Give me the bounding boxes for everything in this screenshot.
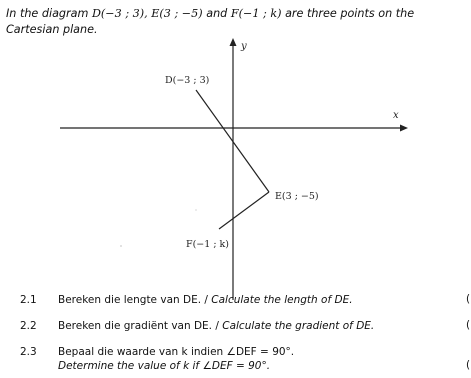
x-axis-arrow-icon xyxy=(400,125,408,132)
scan-speck xyxy=(120,245,121,246)
intro-and: and xyxy=(206,7,228,20)
intro-points: D(−3 ; 3), E(3 ; −5) xyxy=(91,7,203,20)
point-f-label: F(−1 ; k) xyxy=(186,239,230,250)
question-text-af: Bereken die gradiënt van DE. / xyxy=(58,320,219,332)
question-text-en: Calculate the gradient of DE. xyxy=(222,320,375,332)
intro-suffix: are three points on the Cartesian plane. xyxy=(6,7,415,36)
y-axis-label: y xyxy=(241,41,247,52)
segment-ef xyxy=(219,192,269,229)
y-axis-arrow-icon xyxy=(230,38,237,46)
question-text xyxy=(58,345,471,373)
scan-speck xyxy=(195,209,196,210)
point-e-label: E(3 ; −5) xyxy=(275,191,319,202)
marks-bracket: ( xyxy=(466,359,471,371)
question-text-en: Determine the value of k if ∠DEF = 90°. xyxy=(58,360,271,372)
question-text-en: Calculate the length of DE. xyxy=(211,294,353,306)
question-number: 2.3 xyxy=(20,346,37,358)
x-axis-label: x xyxy=(393,110,399,121)
intro-point-f: F(−1 ; k) xyxy=(230,7,282,20)
question-text xyxy=(58,319,471,333)
point-d-label: D(−3 ; 3) xyxy=(165,75,210,86)
marks-bracket: ( xyxy=(466,319,471,331)
question-text xyxy=(58,293,471,307)
marks-bracket: ( xyxy=(466,293,471,305)
intro-prefix: In the diagram xyxy=(6,7,89,20)
question-number: 2.2 xyxy=(20,320,37,332)
question-text-af: Bereken die lengte van DE. / xyxy=(58,294,208,306)
question-text-af: Bepaal die waarde van k indien ∠DEF = 90°. xyxy=(58,346,295,358)
question-number: 2.1 xyxy=(20,294,37,306)
